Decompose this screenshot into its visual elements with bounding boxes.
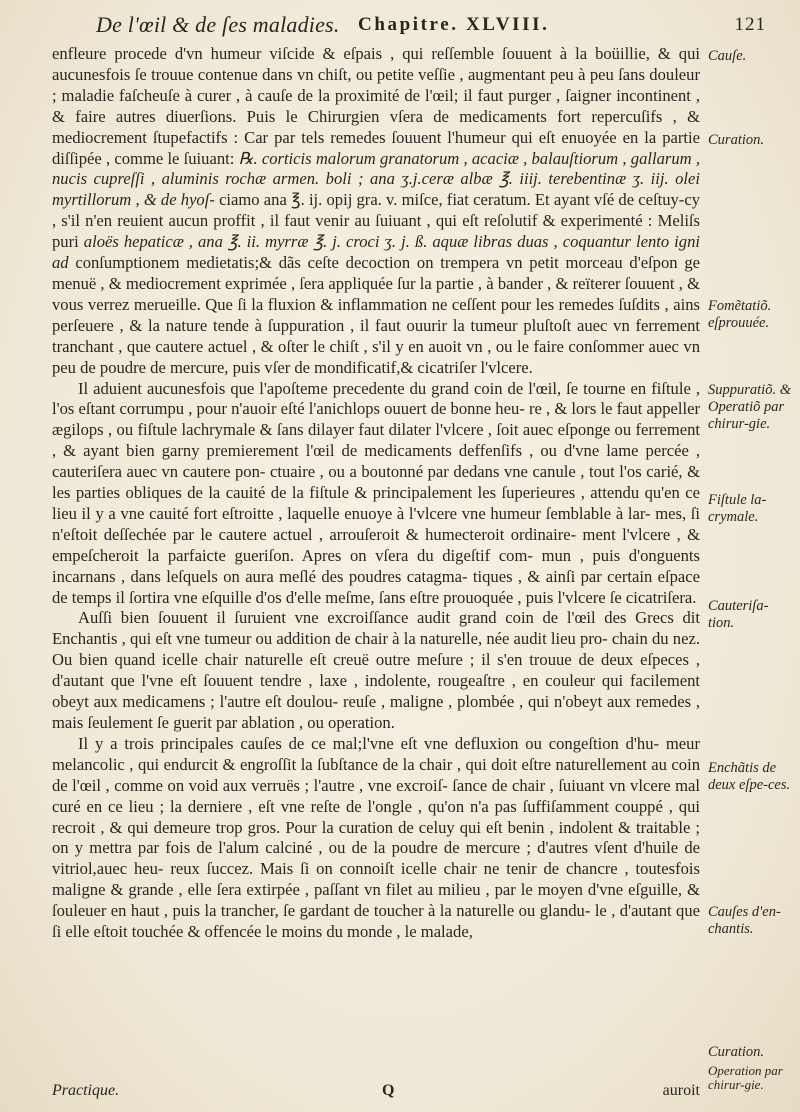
text-line: reux ſuccez. Mais ſi on connoiſt icelle chair ne tenir de chancre , toutesfois maligne bbox=[52, 859, 700, 900]
catchword: auroit bbox=[662, 1082, 700, 1099]
text-line: puis vſer de mondificatif,& cicatriſer l'vlcere. bbox=[232, 357, 533, 377]
text-line: de medicaments deffenſifs , ou d'vne lame percée , cauteriſera auec vn cautere pon- bbox=[52, 441, 700, 482]
text-line: rougeaſtre , en couleur qui facilement obeyt aux medicamens ; l'autre eſt doulou- bbox=[52, 671, 701, 712]
text-line: ablation , ou operation. bbox=[241, 713, 395, 732]
margin-note-operation: Operation par chirur-gie. bbox=[708, 1063, 783, 1092]
margin-note-curation-2: Curation. bbox=[708, 1044, 764, 1060]
paragraph-3 bbox=[52, 608, 700, 733]
text-line: mun , puis d'onguents incarnans , dans leſquels on aura meſlé des poudres catagma- bbox=[52, 545, 700, 586]
running-header bbox=[96, 8, 766, 42]
text-line: & qui aucunesfois ſe trouue contenue dans vn chiſt, ou petite veſſie , augmentant bbox=[52, 44, 700, 84]
paragraph-2 bbox=[52, 379, 700, 609]
text-line: aloës hepaticæ , ana ℥. ii. myrræ ℥. j. croci ʒ. j. ß. aquæ libras duas , coquantur lento igni ad bbox=[52, 232, 700, 273]
margin-note-suppuration: Suppuratiõ. & Operatiõ par chirur-gie. bbox=[708, 382, 791, 432]
signature-mark: Q bbox=[382, 1082, 395, 1099]
margin-note-cauterisation: Cauteriſa-tion. bbox=[708, 598, 769, 631]
text-line: & ſouleuer en haut , puis la trancher, ſe gardant de toucher à la naturelle ou glandu- bbox=[52, 880, 700, 921]
text-line: ctuaire , ou a boutonné par dedans vne canule , tout l'os carié, & les parties obliques bbox=[52, 462, 701, 503]
text-line: rochæ armen. boli ; ana ʒ.j.ceræ albæ ℥. iiij. terebentinæ ʒ. iij. olei myrtillorum , & de hyoſ- bbox=[52, 169, 700, 210]
text-line: trouue de deux eſpeces , d'autant que l'vne eſt ſouuent tendre , laxe , indolente, bbox=[52, 650, 700, 691]
margin-note-causes: Cauſe. bbox=[708, 48, 747, 64]
text-line: l'vlcere , ſoit auec eſponge ou ferrement , & ayant bien garny premierement l'œil bbox=[52, 420, 701, 461]
footer-catch-left: Practique. bbox=[52, 1082, 120, 1099]
running-title: De l'œil & de ſes maladies. bbox=[96, 12, 340, 37]
text-line: Il aduient aucunesfois que l'apoſteme precedente du grand coin de l'œil, ſe tourne bbox=[78, 378, 631, 398]
text-line: enfleure procede d'vn humeur viſcide & eſpais , qui reſſemble ſouuent à la boüillie, bbox=[52, 44, 658, 63]
text-line: il faut purger , ſaigner incontinent , & faire autres diuerſions. Puis le Chirurgien bbox=[52, 85, 700, 126]
chapter-heading: Chapitre. XLVIII. bbox=[358, 14, 550, 35]
text-line: reïterer ſouuent , & vous verrez merueille. Que ſi la fluxion & inflammation ne ceſſent bbox=[52, 273, 700, 314]
text-line: ge menuë , & mediocrement exprimée , ſera appliquée ſur la partie , à bander , & bbox=[52, 253, 700, 293]
text-line: Il y a trois principales cauſes de ce mal;l'vne eſt vne defluxion ou congeſtion d'hu- bbox=[78, 733, 666, 753]
text-line: & grande , elle ſera extirpée , paſſant vn filet au milieu , par le moyen d'vne eſguille, bbox=[110, 880, 688, 900]
text-line: remedes ſouuent l'humeur qui eſt enuoyée en la partie diſſipée , comme le ſuiuant: bbox=[52, 127, 701, 168]
text-line: ℞. corticis malorum granatorum , acaciæ , balauſtiorum , gallarum , nucis cupreſſi , aluminis bbox=[52, 148, 700, 189]
margin-note-fomentation: Fomẽtatiõ. eſprouuée. bbox=[708, 298, 772, 331]
paragraph-1 bbox=[52, 44, 700, 379]
text-line: chiſt , s'il y en auoit vn , ou le faire conſommer auec vn peu de poudre de mercure, bbox=[52, 336, 701, 377]
text-line: ciamo ana ℥. ij. opij gra. v. miſce, fiat ceratum. Et ayant vſé de ceſtuy-cy , s'il n'en reuient bbox=[52, 190, 700, 231]
text-line: chain du nez. Ou bien quand icelle chair naturelle eſt creuë outre meſure ; il s'en bbox=[52, 629, 700, 670]
text-line: dit Enchantis , qui eſt vne tumeur ou addition de chair à la naturelle, née audit lieu pro- bbox=[52, 608, 700, 649]
text-line: ouurir la tumeur pluſtoſt auec vn ferrement tranchant , que cautere actuel , & oſter le bbox=[52, 315, 701, 356]
text-line: Pour la curation de celuy qui eſt benin , indolent & traitable ; on y mettra par fois bbox=[52, 817, 700, 858]
paragraph-4 bbox=[52, 734, 700, 943]
text-line: tiques , & ainſi par certain eſpace de temps il ſortira vne eſquille d'os d'elle meſme, bbox=[52, 566, 700, 607]
text-line: aucun proffit , il faut venir au ſuiuant , qui eſt reſolutif & experimenté : Meliſs puri bbox=[52, 211, 700, 252]
text-line: peu à peu ſans douleur ; maladie faſcheuſe à curer , à cauſe de la proximité de l'œil; bbox=[52, 64, 700, 105]
margin-note-curation: Curation. bbox=[708, 132, 764, 148]
text-line: reuſe , maligne , plombée , qui n'obeyt aux remedes , mais ſeulement ſe guerit par bbox=[52, 692, 700, 732]
text-line: naturellement au coin de l'œil , comme on void aux verruës ; l'autre , vne excroiſ- bbox=[52, 754, 700, 795]
text-line: pour les remedes ſuſdits , ains perſeuere , & la nature tende à ſuppuration , il faut bbox=[52, 294, 700, 335]
margin-note-enchantis: Enchãtis de deux eſpe-ces. bbox=[708, 760, 791, 793]
text-line: re , & lors le faut appeller ægilops , ou fiſtule lachrymale & ſans dilayer faut dilater bbox=[52, 399, 700, 440]
text-line: y a vne cauité fort eſtroitte , laquelle enuoye à l'vlcere vne humeur ſemblable à lar- bbox=[95, 503, 656, 523]
text-line: ſans eſtre prouoquée , puis l'vlcere ſe cicatriſera. bbox=[378, 587, 697, 607]
page-footer bbox=[52, 1082, 700, 1104]
text-line: conſumptionem medietatis;& dãs ceſte decoction on trempera vn petit morceau d'eſpon bbox=[75, 253, 685, 273]
text-line: Auſſi bien ſouuent il ſuruient vne excroiſſance audit grand coin de l'œil des Grecs bbox=[78, 608, 683, 628]
text-line: de la cauité de la fiſtule & principalement les ſuperieures , attendu qu'en ce lieu il bbox=[52, 483, 700, 523]
text-line: vſera de medicaments fort repercuſifs , & mediocrement ſtupefactifs : Car par tels bbox=[52, 106, 700, 147]
page-number: 121 bbox=[734, 14, 766, 35]
text-line: mes, ſi n'eſtoit deſſechée par le cautere actuel , arrouſeroit & humecteroit ordinaire- bbox=[52, 503, 701, 544]
text-line: ſance de chair , ſuiuant vn vlcere mal curé en ce lieu ; la derniere , eſt vne reſte de bbox=[52, 775, 700, 816]
text-line: de l'alum calciné , ou de la poudre de mercure ; d'autres vſent d'huile de vitriol,auec heu- bbox=[52, 838, 700, 879]
text-line: ment l'vlcere , & empeſcheroit la parfaicte gueriſon. Apres on vſera du digeſtif com- bbox=[52, 524, 701, 565]
text-line: meur melancolic , qui endurcit & engroſſit la ſubſtance de la chair , qui doit eſtre bbox=[52, 733, 700, 774]
text-line: l'ongle , qu'on n'a pas ſuffiſamment couppé , qui recroit , & qui demeure trop gros. bbox=[52, 796, 700, 837]
margin-note-fistule: Fiſtule la-crymale. bbox=[708, 492, 767, 525]
text-line: en fiſtule , l'os eſtant corrumpu , pour n'auoir eſté l'anichlops ouuert de bonne heu- bbox=[52, 378, 700, 419]
text-line: le , d'autant que ſi elle eſtoit touchée & offencée le moins du monde , le malade, bbox=[52, 901, 700, 942]
main-text bbox=[52, 44, 700, 943]
margin-note-causes-enchantis: Cauſes d'en-chantis. bbox=[708, 904, 781, 937]
